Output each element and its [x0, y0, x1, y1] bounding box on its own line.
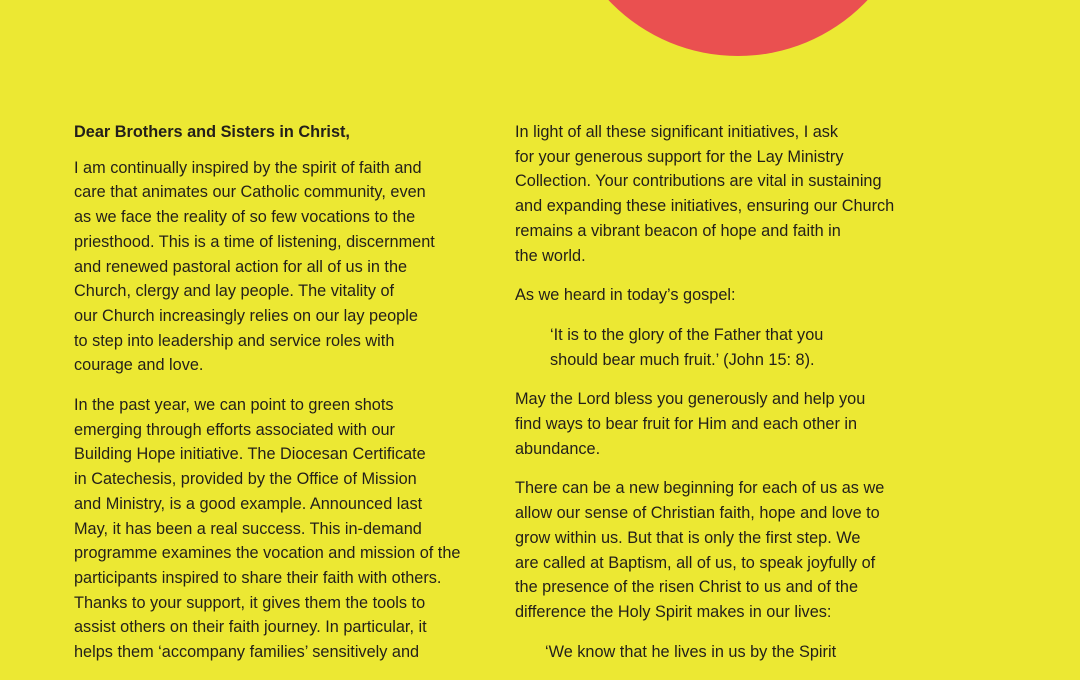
- text-line: and renewed pastoral action for all of us in the: [74, 257, 408, 276]
- text-line: should bear much fruit.’ (John 15: 8).: [550, 350, 815, 369]
- text-line: assist others on their faith journey. In particular, it: [74, 618, 427, 637]
- text-line: in Catechesis, provided by the Office of Mission: [74, 470, 417, 489]
- text-line: As we heard in today’s gospel:: [515, 286, 736, 305]
- paragraph: [515, 120, 935, 268]
- paragraph: [74, 393, 494, 665]
- paragraph: [515, 640, 935, 665]
- paragraph: [515, 283, 935, 308]
- text-line: grow within us. But that is only the first step. We: [515, 528, 861, 547]
- text-line: and Ministry, is a good example. Announced last: [74, 494, 423, 513]
- text-line: ‘We know that he lives in us by the Spirit: [545, 642, 837, 661]
- text-line: remains a vibrant beacon of hope and faith in: [515, 221, 841, 240]
- decorative-red-circle: [560, 0, 916, 56]
- text-line: participants inspired to share their faith with others.: [74, 568, 442, 587]
- paragraph: [515, 476, 935, 624]
- text-line: emerging through efforts associated with our: [74, 420, 395, 439]
- text-line: as we face the reality of so few vocations to the: [74, 208, 416, 227]
- text-line: our Church increasingly relies on our lay people: [74, 306, 418, 325]
- letter-left-column: [74, 120, 494, 680]
- letter-right-column: [515, 120, 935, 679]
- paragraph: [515, 323, 935, 372]
- text-line: priesthood. This is a time of listening, discernment: [74, 232, 435, 251]
- text-line: Building Hope initiative. The Diocesan Certificate: [74, 445, 426, 464]
- text-line: May the Lord bless you generously and help you: [515, 390, 866, 409]
- text-line: abundance.: [515, 439, 601, 458]
- text-line: are called at Baptism, all of us, to speak joyfully of: [515, 553, 876, 572]
- text-line: difference the Holy Spirit makes in our lives:: [515, 602, 832, 621]
- text-line: helps them ‘accompany families’ sensitively and: [74, 643, 420, 662]
- text-line: find ways to bear fruit for Him and each other in: [515, 415, 858, 434]
- text-line: programme examines the vocation and mission of the: [74, 544, 461, 563]
- text-line: Thanks to your support, it gives them the tools to: [74, 593, 426, 612]
- letter-salutation: Dear Brothers and Sisters in Christ,: [74, 123, 350, 141]
- text-line: care that animates our Catholic community, even: [74, 183, 426, 202]
- text-line: to step into leadership and service roles with: [74, 331, 395, 350]
- text-line: the world.: [515, 246, 586, 265]
- text-line: and expanding these initiatives, ensuring our Church: [515, 197, 895, 216]
- text-line: May, it has been a real success. This in-demand: [74, 519, 422, 538]
- text-line: There can be a new beginning for each of us as we: [515, 479, 885, 498]
- text-line: In light of all these significant initiatives, I ask: [515, 123, 839, 141]
- text-line: the presence of the risen Christ to us and of the: [515, 578, 859, 597]
- text-line: In the past year, we can point to green shots: [74, 396, 394, 415]
- text-line: Collection. Your contributions are vital in sustaining: [515, 172, 882, 191]
- text-line: allow our sense of Christian faith, hope and love to: [515, 504, 880, 523]
- paragraph: [515, 387, 935, 461]
- text-line: Church, clergy and lay people. The vitality of: [74, 282, 395, 301]
- text-line: courage and love.: [74, 356, 204, 375]
- left-paragraphs: [74, 156, 494, 665]
- right-paragraphs: [515, 120, 935, 664]
- text-line: ‘It is to the glory of the Father that you: [550, 325, 824, 344]
- paragraph: [74, 156, 494, 378]
- text-line: I am continually inspired by the spirit of faith and: [74, 158, 422, 177]
- text-line: for your generous support for the Lay Ministry: [515, 147, 844, 166]
